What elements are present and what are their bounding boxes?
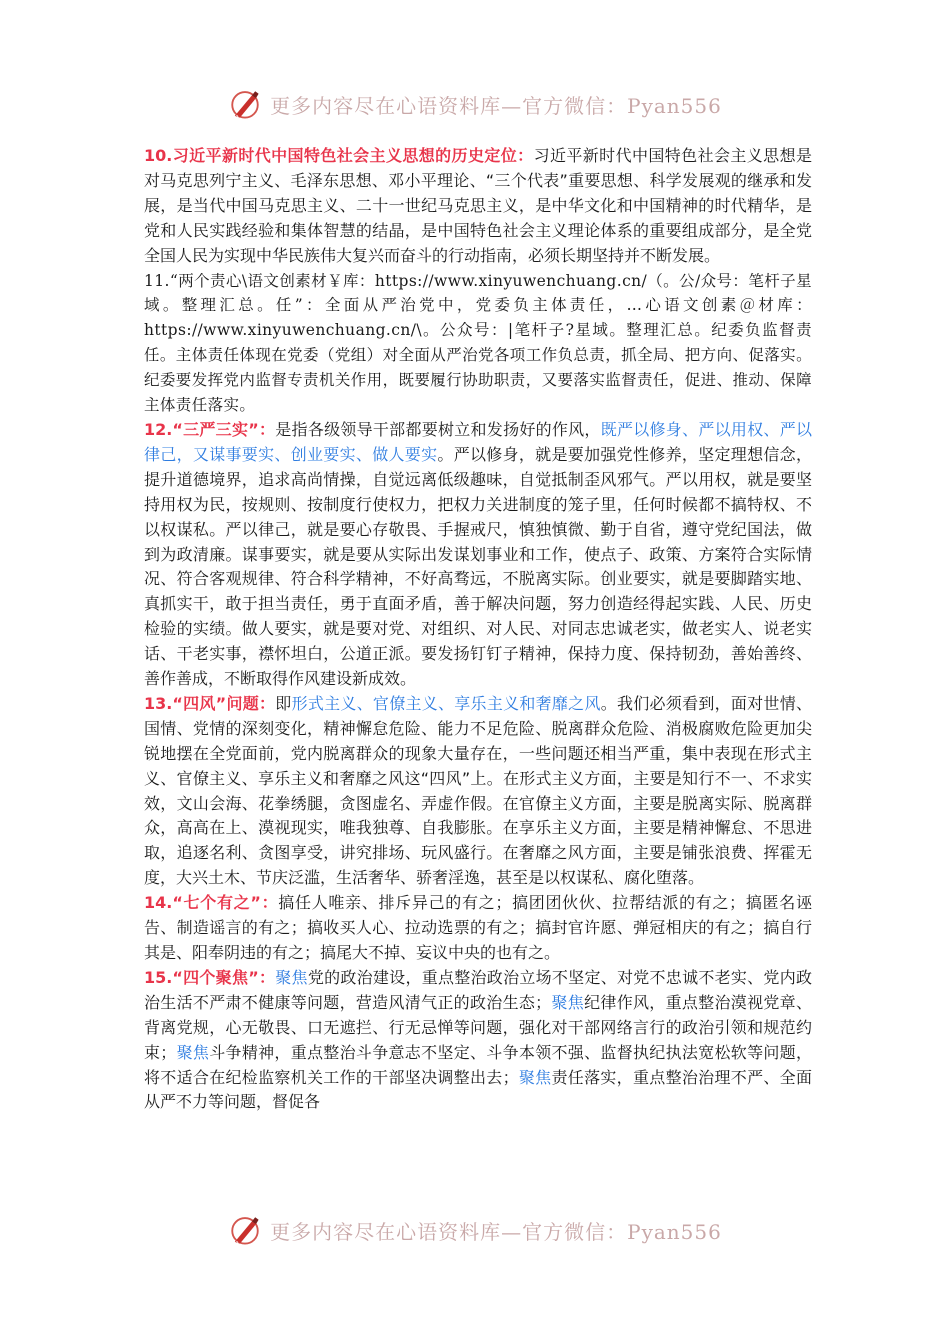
paragraph-13 — [144, 692, 812, 891]
highlight-12: 既严以修身、严以用权、严以律己，又谋事要实、创业要实、做人要实 — [144, 419, 812, 464]
banner-text: 更多内容尽在心语资料库—官方微信：Pyan556 — [270, 1219, 722, 1244]
heading-12: 12.“三严三实”： — [144, 419, 276, 439]
footer-banner — [0, 1212, 950, 1248]
text-15-1: 党的政治建设，重点整治政治立场不坚定、对党不忠诚不老实、党内政治生活不严肃不健康等问题，营造风清气正的政治生态； — [144, 967, 812, 1012]
highlight-13: 形式主义、官僚主义、享乐主义和奢靡之风 — [291, 693, 601, 713]
lead-12: 是指各级领导干部都要树立和发扬好的作风， — [275, 419, 601, 439]
text-12: 。严以修身，就是要加强党性修养，坚定理想信念，提升道德境界，追求高尚情操，自觉远离低级趣味，自觉抵制歪风邪气。严以用权，就是要坚持用权为民，按规则、按制度行使权力，把权力关进制度的笼子里，任何时候都不搞特权、不以权谋私。严以律己，就是要心存敬畏、手握戒尺，慎独慎微、勤于自省，遵守党纪国法，做到为政清廉。谋事要实，就是要从实际出发谋划事业和工作，使点子、政策、方案符合实际情况、符合客观规律、符合科学精神，不好高骛远，不脱离实际。创业要实，就是要脚踏实地、真抓实干，敢于担当责任，勇于直面矛盾，善于解决问题，努力创造经得起实践、人民、历史检验的实绩。做人要实，就是要对党、对组织、对人民、对同志忠诚老实，做老实人、说老实话、干老实事，襟怀坦白，公道正派。要发扬钉钉子精神，保持力度、保持韧劲，善始善终、善作善成，不断取得作风建设新成效。 — [144, 444, 812, 689]
heading-14: 14.“七个有之”： — [144, 893, 279, 913]
fountain-pen-logo-icon — [228, 1213, 262, 1247]
text-11: 11.“两个责心\语文创素材￥库：https://www.xinyuwenchuang.cn/（。公/众号：笔杆子星域。整理汇总。任”：全面从严治党中，党委负主体责任，…心语文创素＠材库：https://www.xinyuwenchuang.cn/\。公众号：|笔杆子?星域。整理汇总。纪委负监督责任。主体责任体现在党委（党组）对全面从严治党各项工作负总责，抓全局、把方向、促落实。纪委要发挥党内监督专责机关作用，既要履行协助职责，又要落实监督责任，促进、推动、保障主体责任落实。 — [144, 271, 812, 415]
paragraph-11 — [144, 269, 812, 418]
focus-keyword: 聚焦 — [275, 967, 308, 987]
paragraph-10 — [144, 144, 812, 269]
heading-13: 13.“四风”问题： — [144, 693, 276, 713]
text-14: 搞任人唯亲、排斥异己的有之；搞团团伙伙、拉帮结派的有之；搞匿名诬告、制造谣言的有之；搞收买人心、拉动选票的有之；搞封官许愿、弹冠相庆的有之；搞自行其是、阳奉阴违的有之；搞尾大不掉、妄议中央的也有之。 — [144, 893, 812, 962]
text-15-3: 斗争精神，重点整治斗争意志不坚定、斗争本领不强、监督执纪执法宽松软等问题，将不适合在纪检监察机关工作的干部坚决调整出去； — [144, 1042, 812, 1087]
text-15-4: 责任落实，重点整治治理不严、全面从严不力等问题，督促各 — [144, 1067, 812, 1112]
paragraph-14 — [144, 891, 812, 966]
focus-keyword: 聚焦 — [176, 1042, 210, 1062]
paragraph-12 — [144, 418, 812, 692]
heading-10: 10.习近平新时代中国特色社会主义思想的历史定位： — [144, 146, 534, 165]
lead-13: 即 — [275, 693, 292, 713]
text-13: 。我们必须看到，面对世情、国情、党情的深刻变化，精神懈怠危险、能力不足危险、脱离群众危险、消极腐败危险更加尖锐地摆在全党面前，党内脱离群众的现象大量存在，一些问题还相当严重，集中表现在形式主义、官僚主义、享乐主义和奢靡之风这“四风”上。在形式主义方面，主要是知行不一、不求实效，文山会海、花拳绣腿，贪图虚名、弄虚作假。在官僚主义方面，主要是脱离实际、脱离群众，高高在上、漠视现实，唯我独尊、自我膨胀。在享乐主义方面，主要是精神懈怠、不思进取，追逐名利、贪图享受，讲究排场、玩风盛行。在奢靡之风方面，主要是铺张浪费、挥霍无度，大兴土木、节庆泛滥，生活奢华、骄奢淫逸，甚至是以权谋私、腐化堕落。 — [144, 693, 812, 888]
heading-15: 15.“四个聚焦”： — [144, 967, 276, 987]
header-banner — [0, 86, 950, 122]
paragraph-15 — [144, 966, 812, 1115]
focus-keyword: 聚焦 — [518, 1067, 552, 1087]
banner-text: 更多内容尽在心语资料库—官方微信：Pyan556 — [270, 93, 722, 118]
fountain-pen-logo-icon — [228, 87, 262, 121]
focus-keyword: 聚焦 — [551, 992, 585, 1012]
text-10: 习近平新时代中国特色社会主义思想是对马克思列宁主义、毛泽东思想、邓小平理论、“三个代表”重要思想、科学发展观的继承和发展，是当代中国马克思主义、二十一世纪马克思主义，是中华文化和中国精神的时代精华，是党和人民实践经验和集体智慧的结晶，是中国特色社会主义理论体系的重要组成部分，是全党全国人民为实现中华民族伟大复兴而奋斗的行动指南，必须长期坚持并不断发展。 — [144, 146, 812, 265]
document-body — [144, 144, 812, 1115]
text-15-2: 纪律作风，重点整治漠视党章、背离党规，心无敬畏、口无遮拦、行无忌惮等问题，强化对干部网络言行的政治引领和规范约束； — [144, 992, 812, 1062]
